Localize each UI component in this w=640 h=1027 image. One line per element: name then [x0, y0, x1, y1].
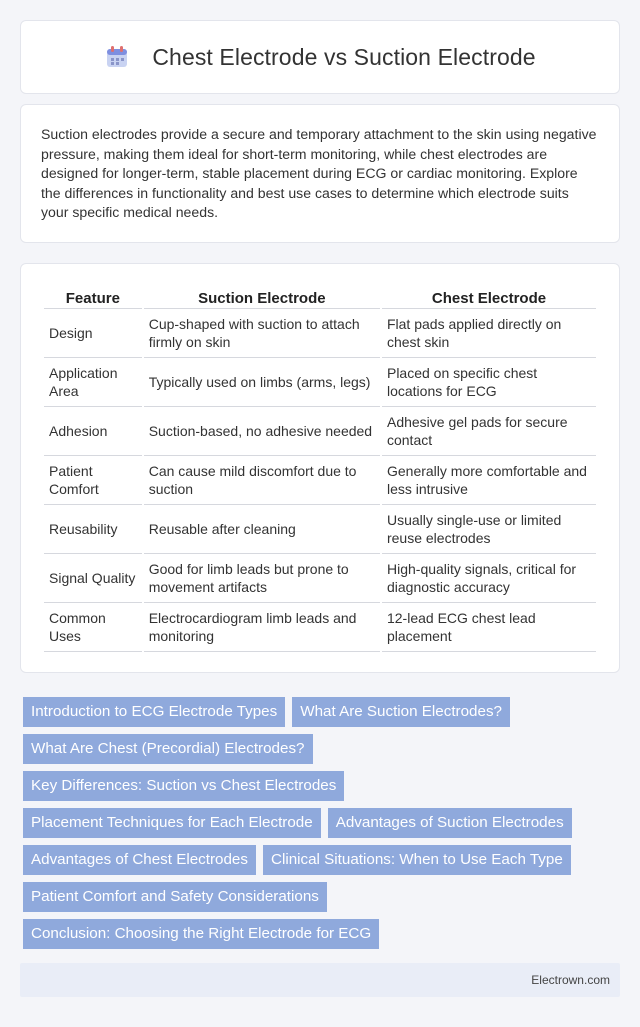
comparison-table-card	[20, 263, 620, 673]
tag-row	[23, 882, 623, 912]
suction-cell: Reusable after cleaning	[144, 505, 380, 554]
suction-cell: Good for limb leads but prone to movement artifacts	[144, 554, 380, 603]
footer	[20, 963, 620, 997]
tag-link[interactable]: What Are Suction Electrodes?	[292, 697, 510, 727]
suction-cell: Typically used on limbs (arms, legs)	[144, 358, 380, 407]
tag-link[interactable]: Placement Techniques for Each Electrode	[23, 808, 321, 838]
tag-row	[23, 845, 623, 875]
tag-row	[23, 808, 623, 838]
column-header: Feature	[44, 284, 142, 309]
table-row	[44, 309, 596, 358]
tag-link[interactable]: Advantages of Suction Electrodes	[328, 808, 572, 838]
intro-card	[20, 104, 620, 243]
chest-cell: Flat pads applied directly on chest skin	[382, 309, 596, 358]
suction-cell: Cup-shaped with suction to attach firmly on skin	[144, 309, 380, 358]
intro-text: Suction electrodes provide a secure and temporary attachment to the skin using negative pressure, making them ideal for short-term monitoring, while chest electrodes are designed for longer-term, stable placement during ECG or cardiac monitoring. Explore the differences in functionality and best use cases to determine which electrode suits your specific medical needs.	[41, 126, 597, 221]
table-header-row	[44, 284, 596, 309]
title-card	[20, 20, 620, 94]
table-row	[44, 505, 596, 554]
tag-link[interactable]: Advantages of Chest Electrodes	[23, 845, 256, 875]
topic-tags	[23, 697, 623, 956]
suction-cell: Suction-based, no adhesive needed	[144, 407, 380, 456]
chest-cell: Usually single-use or limited reuse electrodes	[382, 505, 596, 554]
tag-row	[23, 919, 623, 949]
tag-link[interactable]: Key Differences: Suction vs Chest Electrodes	[23, 771, 344, 801]
column-header: Chest Electrode	[382, 284, 596, 309]
chest-cell: Placed on specific chest locations for ECG	[382, 358, 596, 407]
tag-row	[23, 734, 623, 764]
tag-link[interactable]: Clinical Situations: When to Use Each Type	[263, 845, 571, 875]
feature-cell: Signal Quality	[44, 554, 142, 603]
feature-cell: Adhesion	[44, 407, 142, 456]
tag-row	[23, 771, 623, 801]
suction-cell: Can cause mild discomfort due to suction	[144, 456, 380, 505]
feature-cell: Patient Comfort	[44, 456, 142, 505]
tag-link[interactable]: What Are Chest (Precordial) Electrodes?	[23, 734, 313, 764]
table-row	[44, 554, 596, 603]
table-row	[44, 358, 596, 407]
tag-link[interactable]: Patient Comfort and Safety Considerations	[23, 882, 327, 912]
feature-cell: Common Uses	[44, 603, 142, 652]
page-title: Chest Electrode vs Suction Electrode	[152, 43, 536, 70]
suction-cell: Electrocardiogram limb leads and monitoring	[144, 603, 380, 652]
column-header: Suction Electrode	[144, 284, 380, 309]
tag-link[interactable]: Introduction to ECG Electrode Types	[23, 697, 285, 727]
table-row	[44, 603, 596, 652]
tag-link[interactable]: Conclusion: Choosing the Right Electrode for ECG	[23, 919, 379, 949]
chest-cell: High-quality signals, critical for diagnostic accuracy	[382, 554, 596, 603]
feature-cell: Design	[44, 309, 142, 358]
tag-row	[23, 697, 623, 727]
table-row	[44, 456, 596, 505]
calendar-icon	[104, 44, 130, 70]
footer-site[interactable]: Electrown.com	[531, 973, 610, 987]
chest-cell: Generally more comfortable and less intrusive	[382, 456, 596, 505]
feature-cell: Application Area	[44, 358, 142, 407]
table-row	[44, 407, 596, 456]
feature-cell: Reusability	[44, 505, 142, 554]
comparison-table	[42, 284, 598, 652]
chest-cell: Adhesive gel pads for secure contact	[382, 407, 596, 456]
chest-cell: 12-lead ECG chest lead placement	[382, 603, 596, 652]
